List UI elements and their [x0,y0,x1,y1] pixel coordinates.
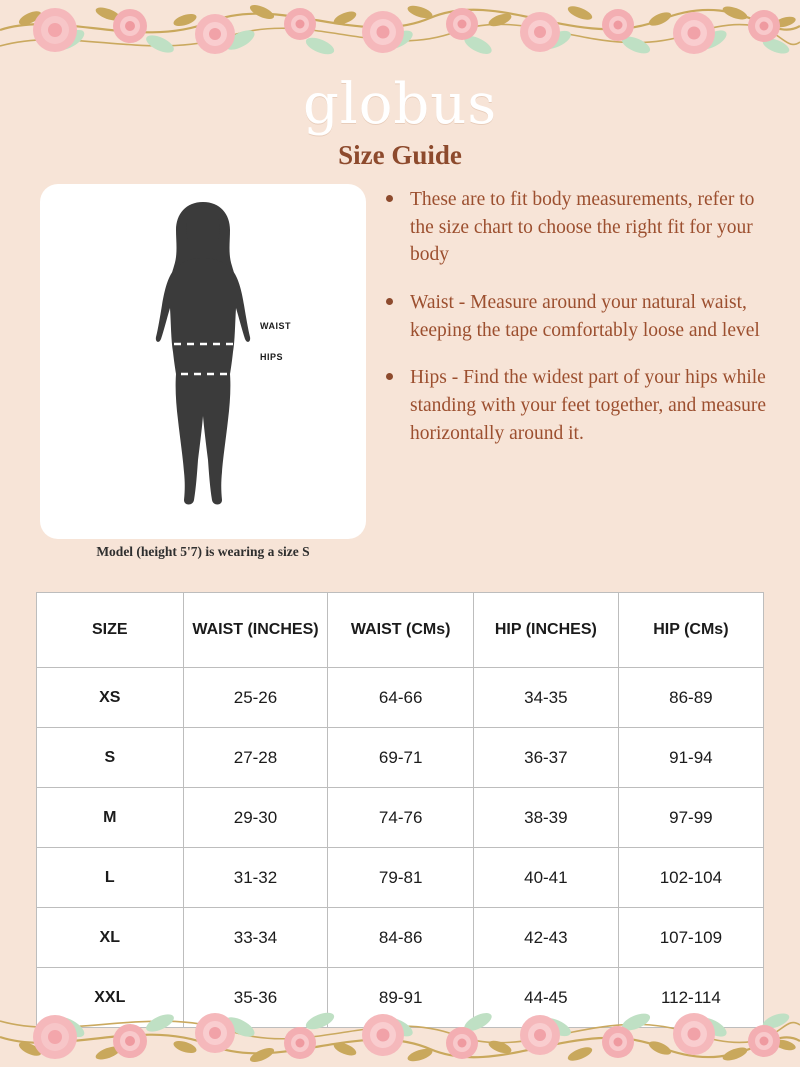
table-header-row [37,593,764,668]
measurement-notes [382,186,772,468]
table-row [37,908,764,968]
cell-waist-inches: 29-30 [183,788,328,848]
cell-hip-cms: 112-114 [618,968,763,1028]
waist-label: WAIST [260,321,291,331]
page-title: Size Guide [338,140,462,170]
model-caption: Model (height 5'7) is wearing a size S [96,544,310,559]
cell-hip-cms: 107-109 [618,908,763,968]
note-item [382,186,772,269]
cell-hip-inches: 40-41 [473,848,618,908]
size-chart-table [36,592,764,1028]
floral-border-top [0,0,800,72]
table-row [37,668,764,728]
cell-hip-inches: 34-35 [473,668,618,728]
female-body-silhouette [40,184,366,539]
cell-waist-cms: 69-71 [328,728,474,788]
model-illustration-card [40,184,366,539]
cell-size: L [37,848,184,908]
brand-logo: globus [302,72,498,137]
cell-hip-cms: 97-99 [618,788,763,848]
cell-waist-cms: 84-86 [328,908,474,968]
column-header-hip-inches: HIP (INCHES) [473,593,618,668]
cell-size: M [37,788,184,848]
cell-size: XXL [37,968,184,1028]
hips-label: HIPS [260,352,284,362]
cell-hip-cms: 91-94 [618,728,763,788]
cell-waist-inches: 33-34 [183,908,328,968]
bullet-icon [386,373,393,380]
column-header-hip-cms: HIP (CMs) [618,593,763,668]
column-header-size: SIZE [37,593,184,668]
table-row [37,848,764,908]
note-text: These are to fit body measurements, refer to the size chart to choose the right fit for your body [410,189,755,266]
note-item [382,364,772,447]
bullet-icon [386,195,393,202]
floral-border-top-art [0,0,800,72]
cell-hip-cms: 102-104 [618,848,763,908]
cell-size: XL [37,908,184,968]
note-item [382,289,772,344]
column-header-waist-cms: WAIST (CMs) [328,593,474,668]
cell-hip-inches: 36-37 [473,728,618,788]
cell-waist-inches: 35-36 [183,968,328,1028]
cell-hip-inches: 42-43 [473,908,618,968]
cell-size: S [37,728,184,788]
cell-waist-inches: 27-28 [183,728,328,788]
column-header-waist-inches: WAIST (INCHES) [183,593,328,668]
table-row [37,728,764,788]
cell-hip-inches: 44-45 [473,968,618,1028]
table-row [37,788,764,848]
cell-size: XS [37,668,184,728]
cell-waist-cms: 74-76 [328,788,474,848]
bullet-icon [386,298,393,305]
note-text: Hips - Find the widest part of your hips while standing with your feet together, and measure horizontally around it. [410,367,767,444]
cell-hip-inches: 38-39 [473,788,618,848]
table-row [37,968,764,1028]
cell-hip-cms: 86-89 [618,668,763,728]
cell-waist-inches: 25-26 [183,668,328,728]
cell-waist-cms: 89-91 [328,968,474,1028]
cell-waist-inches: 31-32 [183,848,328,908]
cell-waist-cms: 64-66 [328,668,474,728]
cell-waist-cms: 79-81 [328,848,474,908]
note-text: Waist - Measure around your natural waist, keeping the tape comfortably loose and level [410,292,760,341]
